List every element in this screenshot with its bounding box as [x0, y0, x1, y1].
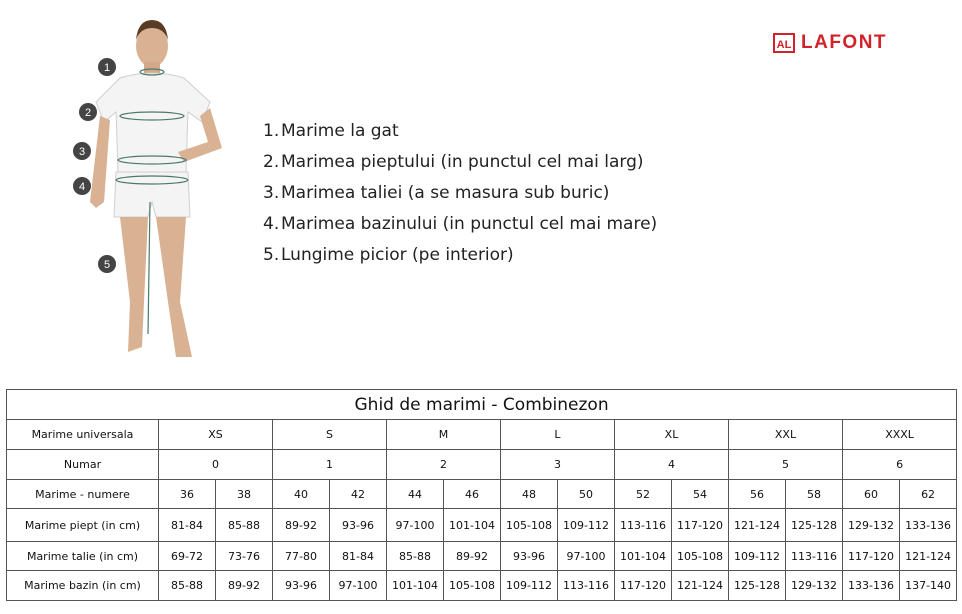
measurement-legend — [263, 118, 657, 273]
svg-text:5: 5 — [103, 259, 111, 271]
svg-text:2: 2 — [84, 107, 92, 119]
brand-name: LAFONT — [801, 32, 888, 53]
table-title: Ghid de marimi - Combinezon — [7, 390, 957, 420]
brand-logo — [773, 32, 887, 54]
table-row-talie: Marime talie (in cm) 69-72 73-76 77-80 81-84 85-88 89-92 93-96 97-100 101-104 105-108 109-112 113-116 117-120 121-124 — [7, 542, 957, 571]
marker-1 — [98, 58, 116, 76]
table-row-piept: Marime piept (in cm) 81-84 85-88 89-92 93-96 97-100 101-104 105-108 109-112 113-116 117-120 121-124 125-128 129-132 133-136 — [7, 509, 957, 542]
table-row-numar: Numar 0 1 2 3 4 5 6 — [7, 450, 957, 480]
svg-text:3: 3 — [78, 146, 86, 158]
table-row-universal: Marime universala XS S M L XL XXL XXXL — [7, 420, 957, 450]
svg-text:1: 1 — [103, 62, 111, 74]
marker-2 — [79, 103, 97, 121]
legend-item: 3. Marimea taliei (a se masura sub buric) — [263, 183, 610, 203]
table-row-numere: Marime - numere 36 38 40 42 44 46 48 50 52 54 56 58 60 62 — [7, 480, 957, 509]
table-row-bazin: Marime bazin (in cm) 85-88 89-92 93-96 97-100 101-104 105-108 109-112 113-116 117-120 121-124 125-128 129-132 133-136 137-140 — [7, 571, 957, 601]
legend-item: 5. Lungime picior (pe interior) — [263, 245, 514, 265]
legend-item: 1. Marime la gat — [263, 121, 399, 141]
marker-5 — [98, 255, 116, 273]
marker-4 — [73, 177, 91, 195]
measurement-figure — [60, 12, 260, 372]
legend-item: 4. Marimea bazinului (in punctul cel mai mare) — [263, 214, 658, 234]
marker-3 — [73, 142, 91, 160]
size-guide-table — [6, 389, 957, 601]
svg-text:AL: AL — [776, 39, 792, 51]
svg-text:4: 4 — [78, 181, 86, 193]
legend-item: 2. Marimea pieptului (in punctul cel mai larg) — [263, 152, 644, 172]
man-silhouette-icon — [60, 12, 260, 372]
lafont-logo-icon — [773, 33, 795, 53]
